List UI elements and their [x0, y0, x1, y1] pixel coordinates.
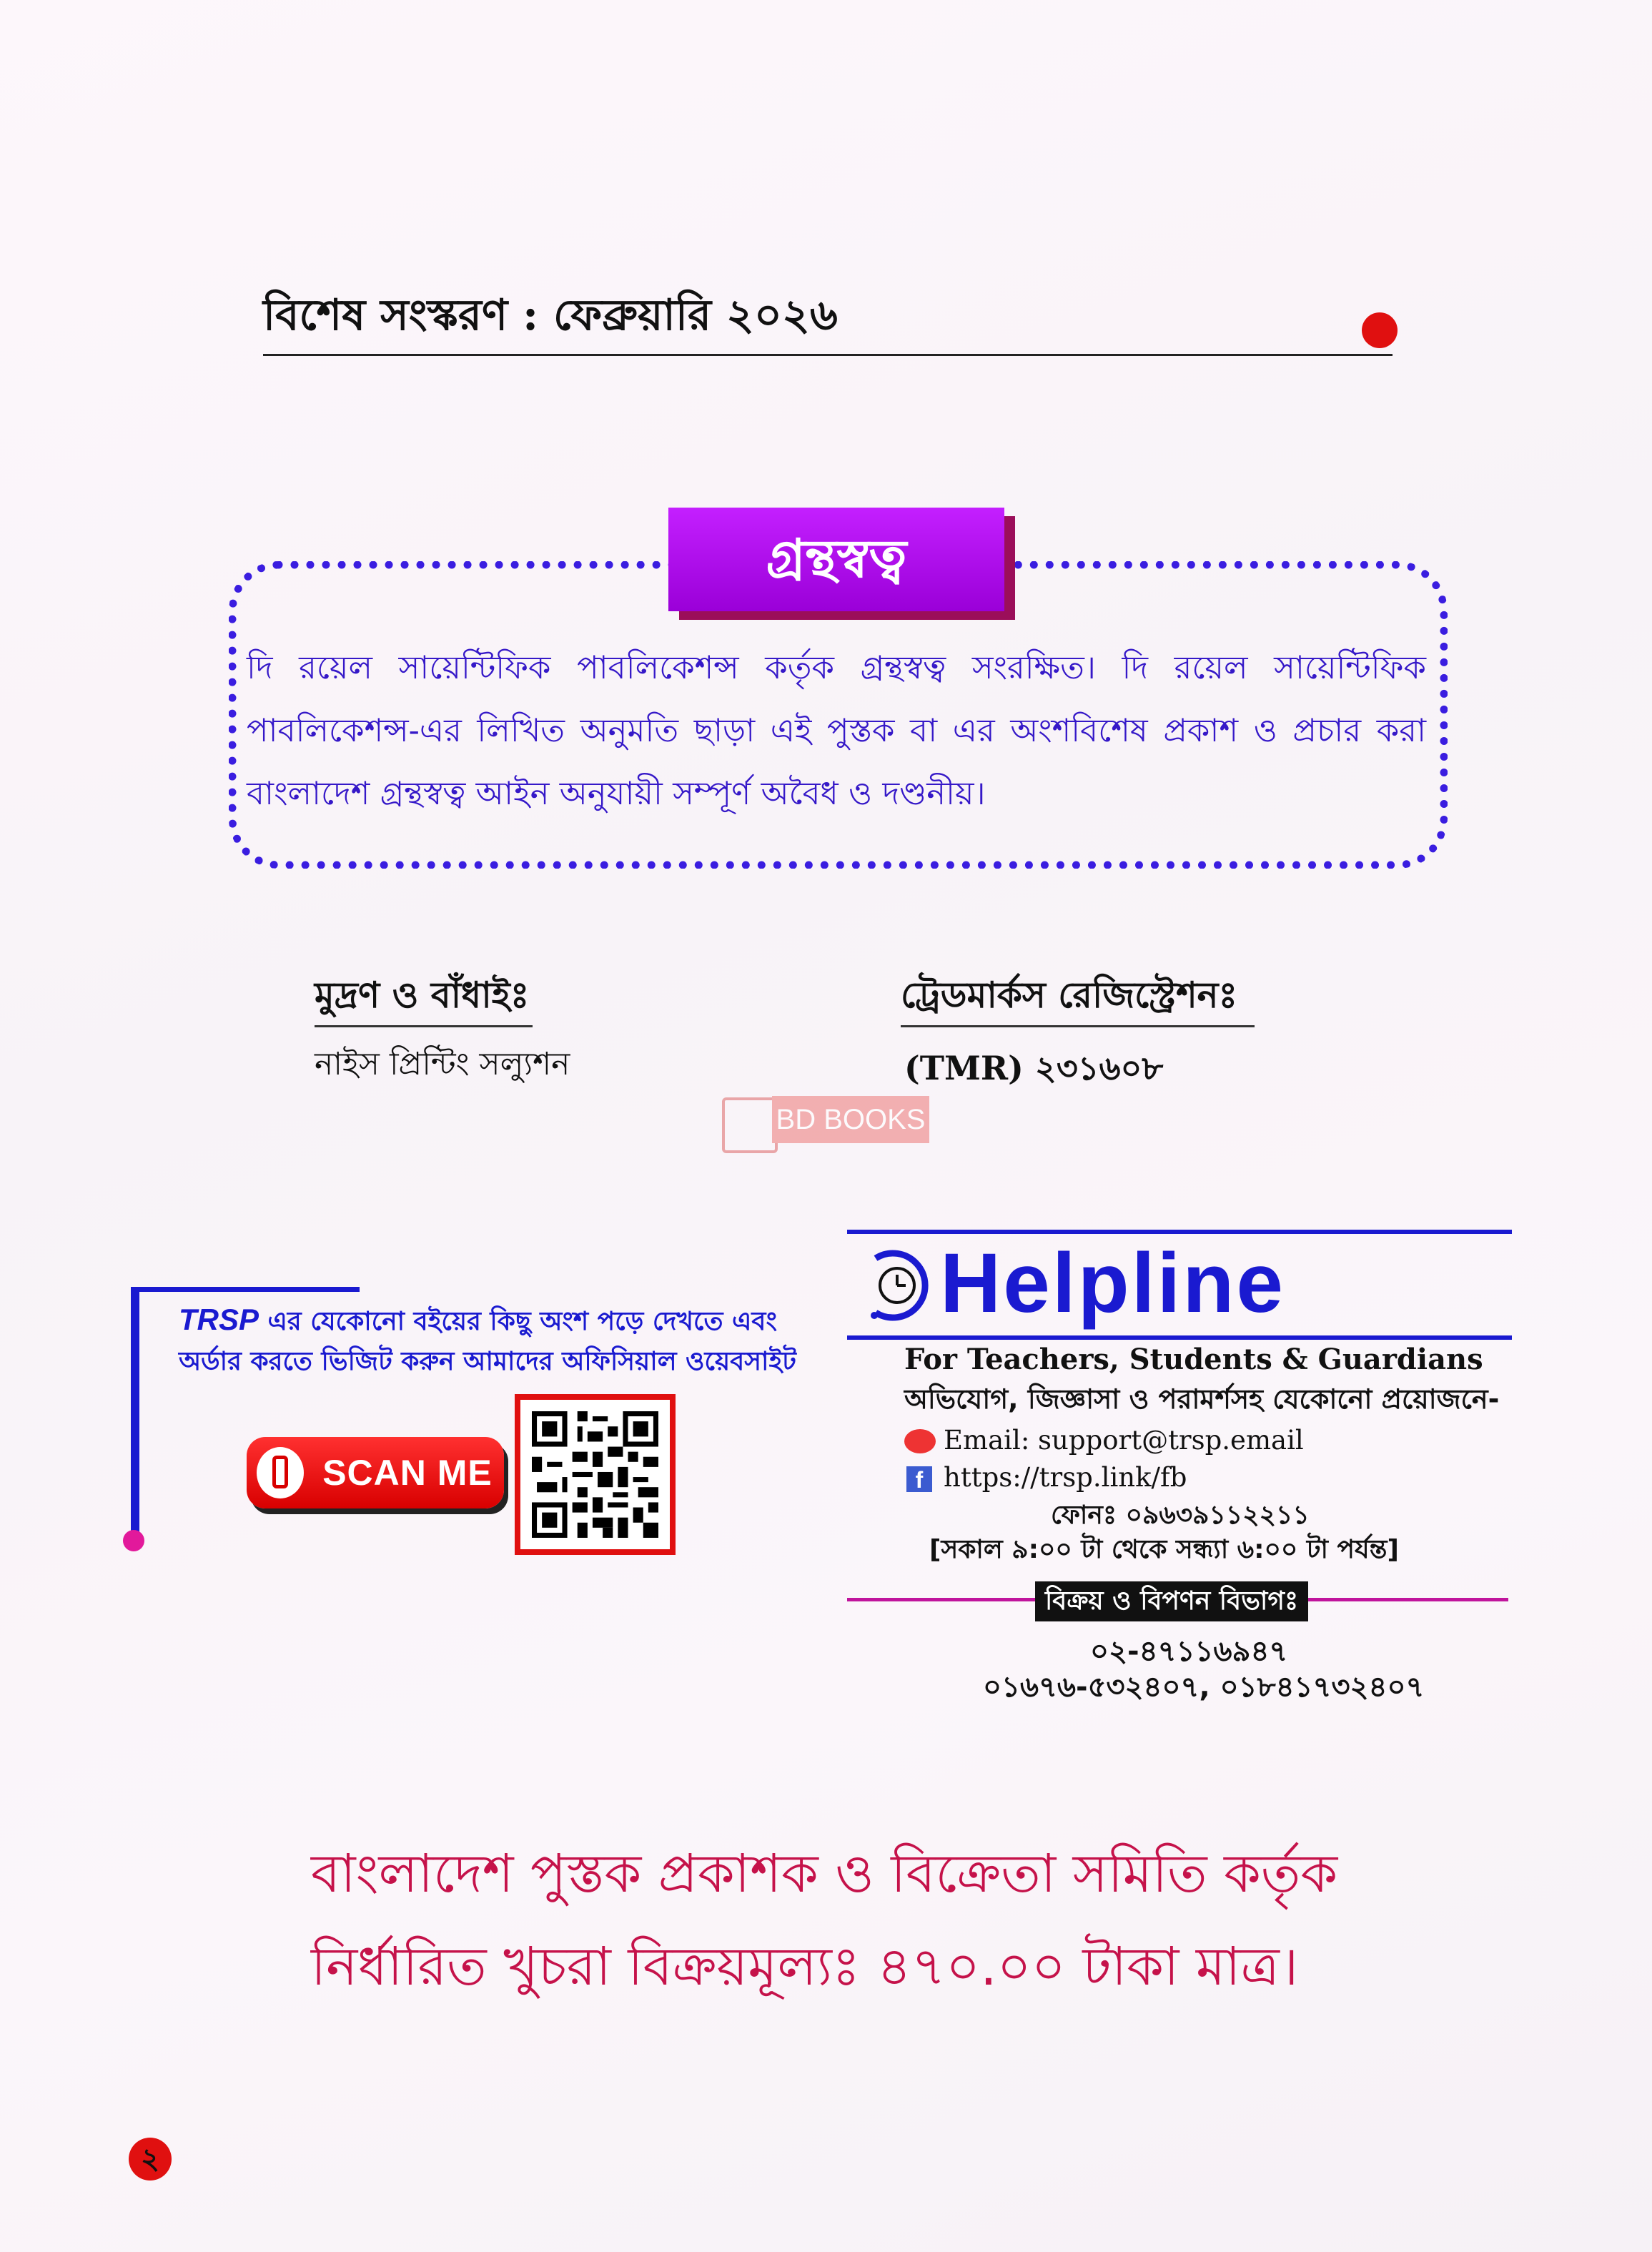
helpline-rule-top — [847, 1230, 1512, 1234]
helpline-phone: ফোনঃ ০৯৬৩৯১১২২১১ — [1051, 1501, 1310, 1530]
page-number: ২ — [129, 2138, 172, 2181]
trsp-line1: এর যেকোনো বইয়ের কিছু অংশ পড়ে দেখতে এবং — [259, 1307, 777, 1336]
printing-heading: মুদ্রণ ও বাঁধাইঃ — [315, 974, 530, 1016]
scan-me-label: SCAN ME — [322, 1453, 493, 1493]
watermark-logo — [722, 1090, 933, 1155]
trsp-frame-side — [131, 1287, 139, 1541]
sales-label: বিক্রয় ও বিপণন বিভাগঃ — [1035, 1581, 1308, 1621]
email-text: Email: support@trsp.email — [944, 1425, 1304, 1456]
trsp-frame-dot — [123, 1530, 144, 1551]
watermark-label: BD BOOKS — [772, 1096, 929, 1143]
qr-code-icon — [532, 1411, 658, 1538]
scan-me-button[interactable] — [247, 1437, 504, 1508]
printing-name: নাইস প্রিন্টিং সল্যুশন — [315, 1046, 570, 1082]
helpline-purpose: অভিযোগ, জিজ্ঞাসা ও পরামর্শসহ যেকোনো প্রয়োজনে- — [904, 1383, 1500, 1415]
clock-icon — [854, 1250, 940, 1321]
price-line-2: নির্ধারিত খুচরা বিক্রয়মূল্যঃ ৪৭০.০০ টাকা মাত্র। — [311, 1936, 1299, 1997]
trsp-line2: অর্ডার করতে ভিজিট করুন আমাদের অফিসিয়াল ওয়েবসাইট — [179, 1347, 796, 1376]
trademark-underline — [901, 1025, 1255, 1027]
helpline-audience: For Teachers, Students & Guardians — [904, 1343, 1483, 1376]
copyright-title: গ্রন্থস্বত্ব — [668, 508, 1004, 611]
helpline-hours: [সকাল ৯:০০ টা থেকে সন্ধ্যা ৬:০০ টা পর্যন্ত] — [929, 1535, 1399, 1564]
trademark-heading: ট্রেডমার্কস রেজিস্ট্রেশনঃ — [901, 974, 1238, 1016]
edition-line — [263, 282, 1393, 356]
helpline-title: Helpline — [940, 1236, 1285, 1330]
copyright-text: দি রয়েল সায়েন্টিফিক পাবলিকেশন্স কর্তৃক গ্রন্থস্বত্ব সংরক্ষিত। দি রয়েল সায়েন্টিফিক পাবলিকেশন্স-এর লিখিত অনুমতি ছাড়া এই পুস্তক বা এর অংশবিশেষ প্রকাশ ও প্রচার করা বাংলাদেশ গ্রন্থস্বত্ব আইন অনুযায়ী সম্পূর্ণ অবৈধ ও দণ্ডনীয়। — [247, 648, 1426, 812]
helpline-rule-bottom — [847, 1335, 1512, 1340]
book-icon — [722, 1097, 778, 1153]
price-line-1: বাংলাদেশ পুস্তক প্রকাশক ও বিক্রেতা সমিতি কর্তৃক — [311, 1843, 1338, 1905]
printing-underline — [315, 1025, 533, 1027]
sales-phone-1: ০২-৪৭১১৬৯৪৭ — [1090, 1635, 1288, 1668]
red-dot-marker — [1362, 312, 1398, 348]
email-icon — [904, 1429, 936, 1453]
facebook-link: https://trsp.link/fb — [944, 1462, 1187, 1493]
sales-phone-2: ০১৬৭৬-৫৩২৪০৭, ০১৮৪১৭৩২৪০৭ — [983, 1671, 1425, 1704]
trsp-promo-text — [179, 1300, 808, 1382]
phone-icon — [257, 1447, 304, 1498]
trsp-brand: TRSP — [179, 1303, 259, 1336]
trsp-frame-top — [131, 1287, 360, 1292]
facebook-icon: f — [906, 1466, 932, 1492]
trademark-number: (TMR) ২৩১৬০৮ — [904, 1049, 1164, 1087]
phone-icon-body — [272, 1456, 288, 1488]
edition-text: বিশেষ সংস্করণ : ফেব্রুয়ারি ২০২৬ — [263, 290, 838, 340]
qr-code[interactable] — [515, 1394, 676, 1555]
